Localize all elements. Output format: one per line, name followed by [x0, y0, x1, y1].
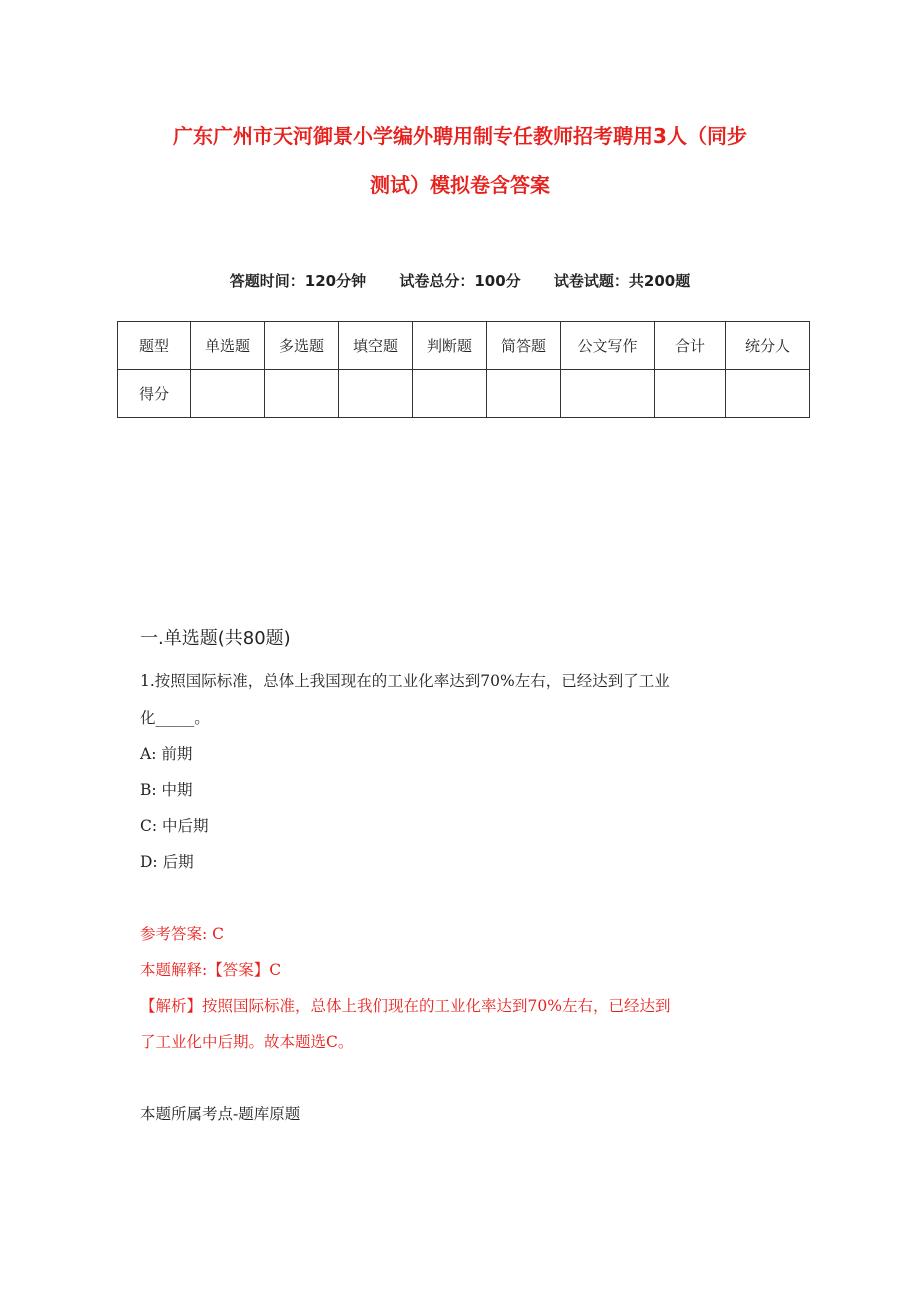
exam-time: 答题时间：120分钟	[229, 272, 367, 290]
document-title-line1: 广东广州市天河御景小学编外聘用制专任教师招考聘用3人（同步	[173, 124, 747, 148]
header-cell-fill-blank: 填空题	[339, 322, 413, 370]
explanation-label: 本题解释:【答案】C	[140, 961, 282, 979]
score-cell	[655, 370, 726, 418]
document-title-line2: 测试）模拟卷含答案	[370, 173, 550, 197]
reference-answer: 参考答案: C	[140, 925, 225, 943]
question-stem-line1: 1.按照国际标准，总体上我国现在的工业化率达到70%左右，已经达到了工业	[140, 672, 670, 690]
header-cell-short-answer: 简答题	[487, 322, 561, 370]
score-table	[117, 321, 810, 418]
score-cell	[339, 370, 413, 418]
section-heading: 一.单选题(共80题)	[140, 628, 291, 649]
header-cell-multi-choice: 多选题	[265, 322, 339, 370]
option-a: A: 前期	[140, 745, 193, 763]
option-b: B: 中期	[140, 781, 193, 799]
option-d: D: 后期	[140, 853, 194, 871]
header-cell-single-choice: 单选题	[191, 322, 265, 370]
row-label-score: 得分	[118, 370, 191, 418]
score-cell	[413, 370, 487, 418]
score-cell	[487, 370, 561, 418]
score-cell	[265, 370, 339, 418]
score-table-header-row	[118, 322, 810, 370]
exam-info	[0, 270, 920, 291]
question-source: 本题所属考点-题库原题	[140, 1105, 301, 1123]
score-cell	[726, 370, 810, 418]
option-c: C: 中后期	[140, 817, 209, 835]
score-cell	[561, 370, 655, 418]
score-table-score-row	[118, 370, 810, 418]
score-cell	[191, 370, 265, 418]
analysis-line2: 了工业化中后期。故本题选C。	[140, 1033, 354, 1051]
header-cell-scorer: 统分人	[726, 322, 810, 370]
header-cell-total: 合计	[655, 322, 726, 370]
header-cell-true-false: 判断题	[413, 322, 487, 370]
header-cell-document-writing: 公文写作	[561, 322, 655, 370]
exam-total-score: 试卷总分：100分	[399, 272, 521, 290]
exam-total-questions: 试卷试题：共200题	[553, 272, 691, 290]
analysis-line1: 【解析】按照国际标准，总体上我们现在的工业化率达到70%左右，已经达到	[140, 997, 671, 1015]
question-stem-line2: 化_____。	[140, 709, 210, 727]
header-cell-type: 题型	[118, 322, 191, 370]
